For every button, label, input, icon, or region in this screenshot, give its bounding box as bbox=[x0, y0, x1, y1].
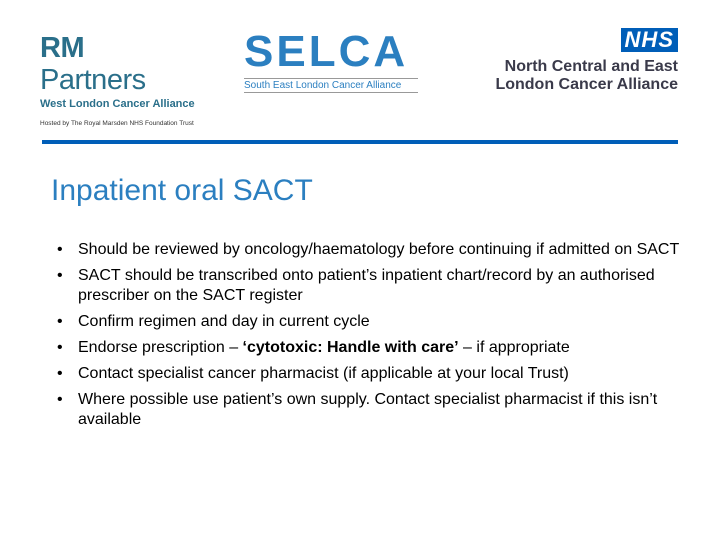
bullet-text-emphasis: ‘cytotoxic: Handle with care’ bbox=[242, 339, 459, 356]
bullet-item bbox=[57, 312, 687, 332]
rm-text: RM bbox=[40, 32, 85, 64]
ncel-logo bbox=[478, 28, 678, 94]
selca-logo bbox=[244, 27, 418, 93]
bullet-text-before: Endorse prescription – bbox=[78, 339, 243, 356]
slide-title: Inpatient oral SACT bbox=[51, 174, 313, 207]
bullet-text: Contact specialist cancer pharmacist (if applicable at your local Trust) bbox=[78, 365, 569, 382]
bullet-icon: • bbox=[57, 241, 63, 258]
bullet-text: Confirm regimen and day in current cycle bbox=[78, 313, 370, 330]
bullet-icon: • bbox=[57, 313, 63, 330]
header-divider bbox=[42, 140, 678, 144]
partners-text: Partners bbox=[40, 64, 146, 96]
ncel-line-2: London Cancer Alliance bbox=[495, 76, 678, 93]
bullet-item bbox=[57, 266, 687, 306]
bullet-text: Where possible use patient’s own supply. Contact specialist pharmacist if this isn’t available bbox=[78, 391, 658, 428]
ncel-line-1: North Central and East bbox=[504, 58, 678, 75]
rm-partners-logo bbox=[40, 32, 195, 127]
bullet-item bbox=[57, 390, 687, 430]
bullet-text: Should be reviewed by oncology/haematology before continuing if admitted on SACT bbox=[78, 241, 680, 258]
bullet-text: SACT should be transcribed onto patient’s inpatient chart/record by an authorised prescriber on the SACT register bbox=[78, 267, 655, 304]
bullet-text bbox=[78, 339, 570, 356]
bullet-icon: • bbox=[57, 339, 63, 356]
selca-subtitle: South East London Cancer Alliance bbox=[244, 78, 418, 93]
rm-partners-title bbox=[40, 32, 180, 96]
bullet-icon: • bbox=[57, 365, 63, 382]
selca-title: SELCA bbox=[244, 27, 409, 76]
bullet-item bbox=[57, 240, 687, 260]
bullet-item bbox=[57, 338, 687, 358]
bullet-list bbox=[57, 240, 687, 436]
bullet-icon: • bbox=[57, 267, 63, 284]
nhs-badge: NHS bbox=[621, 28, 678, 52]
bullet-text-after: – if appropriate bbox=[458, 339, 570, 356]
bullet-item bbox=[57, 364, 687, 384]
rm-partners-hosted: Hosted by The Royal Marsden NHS Foundation Trust bbox=[40, 120, 194, 127]
bullet-icon: • bbox=[57, 391, 63, 408]
rm-partners-subtitle: West London Cancer Alliance bbox=[40, 98, 195, 110]
